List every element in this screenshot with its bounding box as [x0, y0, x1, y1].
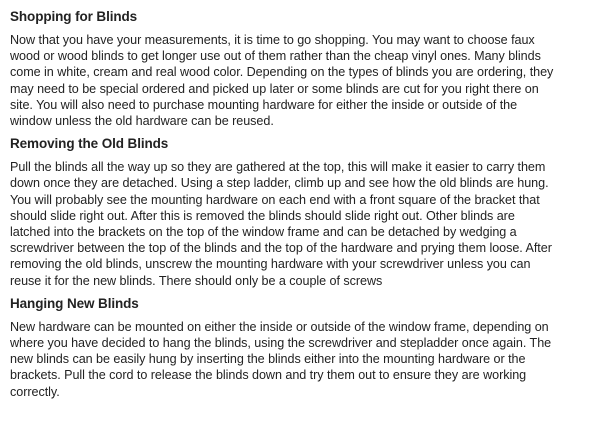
paragraph-line: Pull the blinds all the way up so they are gathered at the top, this will make it easier to carry them — [10, 160, 546, 175]
paragraph-line: should slide right out. After this is removed the blinds should slide right out. Other blinds are — [10, 208, 515, 223]
paragraph-line: You will probably see the mounting hardware on each end with a front square of the bracket that — [10, 192, 540, 207]
paragraph-line: New hardware can be mounted on either the inside or outside of the window frame, depending on — [10, 319, 549, 334]
section-heading: Hanging New Blinds — [10, 295, 139, 311]
paragraph-line: new blinds can be easily hung by inserting the blinds either into the mounting hardware or the — [10, 352, 526, 367]
section-shopping-for-blinds — [10, 8, 590, 129]
paragraph-line: screwdriver between the top of the blinds and the top of the hardware and prying them loose. After — [10, 241, 552, 256]
section-heading: Shopping for Blinds — [10, 9, 138, 24]
paragraph-line: reuse it for the new blinds. There should only be a couple of screws — [10, 273, 383, 288]
paragraph-line: removing the old blinds, unscrew the mounting hardware with your screwdriver unless you can — [10, 257, 531, 272]
paragraph-line: come in white, cream and real wood color. Depending on the types of blinds you are ordering, they — [10, 65, 554, 80]
paragraph-line: brackets. Pull the cord to release the blinds down and try them out to ensure they are working — [10, 368, 527, 383]
paragraph-line: Now that you have your measurements, it is time to go shopping. You may want to choose faux — [10, 33, 535, 47]
section-paragraph — [10, 159, 590, 289]
paragraph-line: correctly. — [10, 384, 60, 399]
paragraph-line: down once they are detached. Using a step ladder, climb up and see how the old blinds are hung. — [10, 176, 549, 191]
section-hanging-new-blinds — [10, 295, 590, 400]
paragraph-line: latched into the brackets on the top of the window frame and can be detached by wedging a — [10, 225, 517, 240]
section-removing-old-blinds — [10, 135, 590, 289]
section-paragraph — [10, 32, 590, 129]
paragraph-line: window unless the old hardware can be reused. — [10, 114, 274, 129]
section-paragraph — [10, 319, 590, 400]
paragraph-line: where you have decided to hang the blinds, using the screwdriver and stepladder once again. The — [10, 336, 552, 351]
section-heading: Removing the Old Blinds — [10, 136, 169, 152]
paragraph-line: site. You will also need to purchase mounting hardware for either the inside or outside of the — [10, 97, 518, 112]
paragraph-line: wood or wood blinds to get longer use out of them rather than the cheap vinyl ones. Many blinds — [10, 49, 541, 64]
paragraph-line: may need to be special ordered and picked up later or some blinds are cut for you right there on — [10, 81, 539, 96]
